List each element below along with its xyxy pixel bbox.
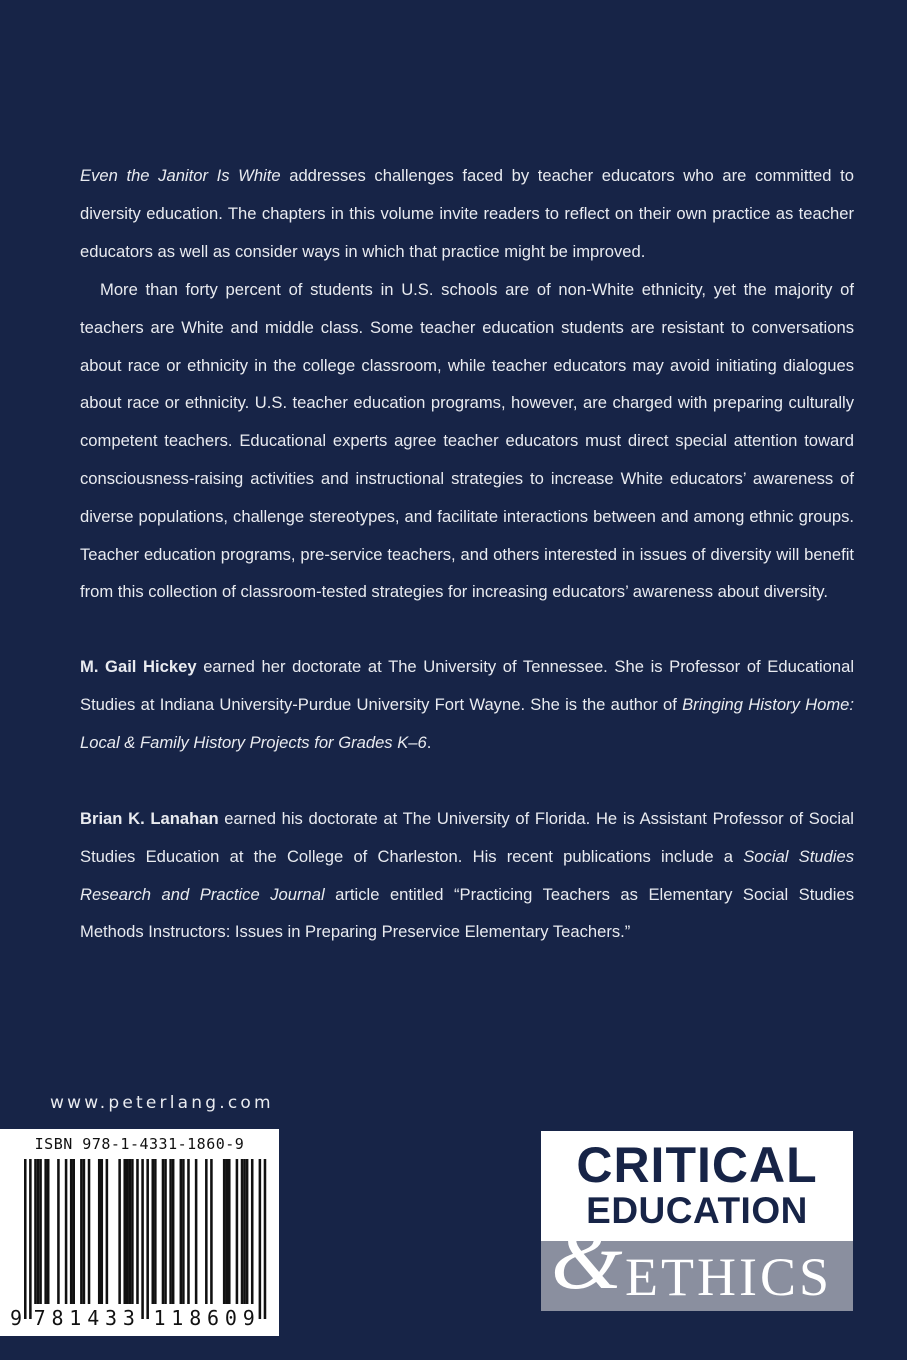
series-logo	[541, 1131, 853, 1311]
author-bio-lanahan	[80, 800, 854, 951]
barcode-bars	[24, 1159, 266, 1319]
barcode-graphic	[4, 1159, 275, 1331]
series-logo-ampersand: &	[551, 1206, 623, 1308]
barcode-bar	[164, 1159, 167, 1304]
barcode-digits	[10, 1306, 255, 1330]
barcode-digit: 9	[242, 1306, 255, 1330]
barcode-bar	[205, 1159, 208, 1304]
barcode-bar	[70, 1159, 73, 1304]
barcode-bar	[24, 1159, 27, 1319]
barcode-bar	[243, 1159, 246, 1304]
barcode-digit: 6	[207, 1306, 220, 1330]
barcode-bar	[146, 1159, 149, 1319]
barcode-bar	[246, 1159, 249, 1304]
barcode-bar	[88, 1159, 91, 1304]
barcode-bar	[169, 1159, 172, 1304]
barcode-bar	[225, 1159, 228, 1304]
barcode-bar	[236, 1159, 239, 1304]
series-logo-ethics: ETHICS	[625, 1247, 832, 1307]
barcode-bar	[131, 1159, 134, 1304]
publisher-website: www.peterlang.com	[50, 1093, 274, 1113]
barcode-bar	[65, 1159, 68, 1304]
barcode-bar	[223, 1159, 226, 1304]
barcode-digit: 8	[189, 1306, 202, 1330]
barcode-digit: 1	[171, 1306, 184, 1330]
barcode-bar	[106, 1159, 109, 1304]
lanahan-journal-title: Social Studies Research and Practice Journal	[80, 846, 854, 904]
barcode-bar	[37, 1159, 40, 1304]
barcode-bar	[152, 1159, 155, 1304]
barcode-digit: 3	[105, 1306, 118, 1330]
barcode-bar	[141, 1159, 144, 1319]
barcode-bar	[57, 1159, 60, 1304]
description-paragraph-2: More than forty percent of students in U.S. schools are of non-White ethnicity, yet the majority of teachers are White and middle class. Some teacher education students are resistant to conversations about race or ethnicity in the college classroom, while teacher educators may avoid initiating dialogues about race or ethnicity. U.S. teacher education programs, however, are charged with preparing culturally competent teachers. Educational experts agree teacher educators must direct special attention toward consciousness-raising activities and instructional strategies to increase White educators’ awareness of diverse populations, challenge stereotypes, and facilitate interactions between and among ethnic groups. Teacher education programs, pre-service teachers, and others interested in issues of diversity will benefit from this collection of classroom-tested strategies for increasing educators’ awareness about diversity.	[80, 280, 854, 602]
barcode-bar	[34, 1159, 37, 1304]
barcode-bar	[44, 1159, 47, 1304]
isbn-barcode	[0, 1129, 279, 1336]
barcode-bar	[136, 1159, 139, 1304]
author-bio-hickey-text: earned her doctorate at The University of Tennessee. She is Professor of Educational Studies at Indiana University-Purdue University Fort Wayne. She is the author of	[80, 657, 854, 714]
barcode-bar	[126, 1159, 129, 1304]
barcode-bar	[195, 1159, 198, 1304]
author-bio-hickey	[80, 648, 854, 761]
barcode-bar	[101, 1159, 104, 1304]
series-logo-critical: CRITICAL	[576, 1137, 818, 1193]
barcode-bar	[129, 1159, 132, 1304]
author-bio-lanahan-text: earned his doctorate at The University of Florida. He is Assistant Professor of Social Studies Education at the College of Charleston. His recent publications include a	[80, 809, 854, 866]
author-bio-lanahan-end: article entitled “Practicing Teachers as Elementary Social Studies Methods Instructors: Issues in Preparing Preservice Elementary Teachers.”	[80, 884, 854, 942]
barcode-bar	[83, 1159, 86, 1304]
barcode-bar	[118, 1159, 121, 1304]
barcode-digit: 8	[51, 1306, 64, 1330]
barcode-bar	[241, 1159, 244, 1304]
hickey-book-title: Bringing History Home: Local & Family History Projects for Grades K–6	[80, 694, 854, 752]
barcode-bar	[228, 1159, 231, 1304]
barcode-bar	[180, 1159, 183, 1304]
barcode-bar	[98, 1159, 101, 1304]
barcode-bar	[154, 1159, 157, 1304]
barcode-bar	[259, 1159, 262, 1319]
barcode-bar	[123, 1159, 126, 1304]
barcode-bar	[187, 1159, 190, 1304]
barcode-digit: 7	[33, 1306, 46, 1330]
barcode-bar	[182, 1159, 185, 1304]
author-bio-hickey-end: .	[426, 732, 432, 752]
barcode-bar	[29, 1159, 32, 1319]
barcode-bar	[72, 1159, 75, 1304]
barcode-digit: 3	[122, 1306, 135, 1330]
barcode-digit: 9	[10, 1306, 23, 1330]
series-logo-education: EDUCATION	[586, 1190, 808, 1231]
author-name-hickey: M. Gail Hickey	[80, 657, 197, 676]
barcode-digit: 4	[87, 1306, 100, 1330]
barcode-digit: 0	[224, 1306, 237, 1330]
description-text-1: addresses challenges faced by teacher educators who are committed to diversity education. The chapters in this volume invite readers to reflect on their own practice as teacher educators as well as consider ways in which that practice might be improved.	[80, 166, 854, 261]
barcode-bar	[210, 1159, 213, 1304]
isbn-label: ISBN 978-1-4331-1860-9	[34, 1135, 245, 1153]
barcode-digit: 1	[153, 1306, 166, 1330]
barcode-bar	[172, 1159, 175, 1304]
barcode-bar	[162, 1159, 165, 1304]
barcode-bar	[251, 1159, 254, 1304]
barcode-bar	[80, 1159, 83, 1304]
book-title: Even the Janitor Is White	[80, 166, 281, 185]
barcode-bar	[47, 1159, 50, 1304]
barcode-digit: 1	[69, 1306, 82, 1330]
description-paragraph-1	[80, 157, 854, 270]
author-name-lanahan: Brian K. Lanahan	[80, 809, 219, 828]
barcode-bar	[39, 1159, 42, 1304]
barcode-bar	[264, 1159, 267, 1319]
